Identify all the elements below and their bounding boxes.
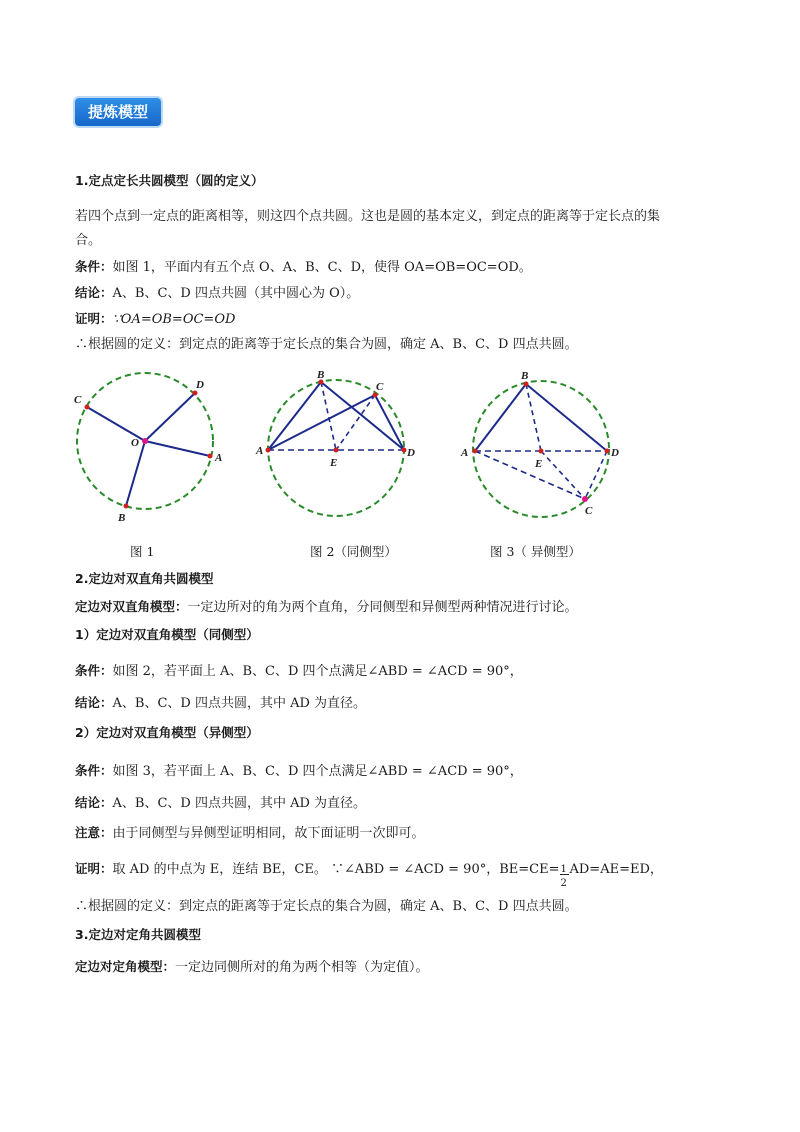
s2-sub2-conclusion: 结论：A、B、C、D 四点共圆，其中 AD 为直径。 [75,795,367,811]
fig2-label-e: E [330,457,338,469]
fig2-label-a: A [256,445,264,457]
figure-1-caption: 图 1 [130,544,155,559]
s2-therefore: ∴根据圆的定义：到定点的距离等于定长点的集合为圆，确定 A、B、C、D 四点共圆。 [75,899,578,914]
fig1-label-b: B [118,512,126,524]
s1-condition: 条件：如图 1，平面内有五个点 O、A、B、C、D，使得 OA=OB=OC=OD。 [75,259,532,275]
figure-3-caption: 图 3（ 异侧型） [490,544,581,559]
s1-conclusion: 结论：A、B、C、D 四点共圆（其中圆心为 O）。 [75,285,360,301]
s2-sub1-heading: 1）定边对双直角模型（同侧型） [75,627,259,642]
s2-sub1-conclusion: 结论：A、B、C、D 四点共圆，其中 AD 为直径。 [75,695,367,711]
figure-1 [60,370,230,530]
s2-proof: 证明：取 AD 的中点为 E，连结 BE，CE。 ∵∠ABD = ∠ACD = 90°，BE=CE= $\frac{1}{2}$ AD=AE=ED， [75,861,663,889]
figure-3 [455,368,635,528]
s1-therefore: ∴根据圆的定义：到定点的距离等于定长点的集合为圆，确定 A、B、C、D 四点共圆。 [75,337,578,352]
s2-sub1-condition: 条件：如图 2，若平面上 A、B、C、D 四个点满足∠ABD = ∠ACD = 90°， [75,663,523,679]
fig2-label-b: B [317,369,325,381]
s1-proof: 证明：∵OA=OB=OC=OD [75,311,236,327]
fig2-label-d: D [407,447,415,459]
s3-definition: 定边对定角模型：一定边同侧所对的角为两个相等（为定值）。 [75,959,429,975]
fig1-label-a: A [215,452,223,464]
section-badge: 提炼模型 [75,98,161,126]
s2-heading: 2.定边对双直角共圆模型 [75,571,214,586]
s1-intro-line2: 合。 [75,233,102,248]
s2-definition: 定边对双直角模型：一定边所对的角为两个直角，分同侧型和异侧型两种情况进行讨论。 [75,599,578,615]
s2-note: 注意：由于同侧型与异侧型证明相同，故下面证明一次即可。 [75,825,425,841]
s3-heading: 3.定边对定角共圆模型 [75,927,201,942]
fig3-label-e: E [535,458,543,470]
figure-2 [250,368,430,528]
fig1-label-c: C [74,394,82,406]
fig1-label-o: O [131,437,139,449]
s1-intro-line1: 若四个点到一定点的距离相等，则这四个点共圆。这也是圆的基本定义，到定点的距离等于定长点的集 [75,209,661,224]
fig1-label-d: D [196,379,204,391]
s1-heading: 1.定点定长共圆模型（圆的定义） [75,173,264,188]
fig3-label-c: C [585,505,593,517]
s2-sub2-condition: 条件：如图 3，若平面上 A、B、C、D 四个点满足∠ABD = ∠ACD = 90°， [75,763,523,779]
fig3-label-b: B [521,370,529,382]
fig3-label-d: D [611,447,619,459]
fig2-label-c: C [376,381,384,393]
fig3-label-a: A [461,447,469,459]
figure-2-caption: 图 2（同侧型） [310,544,397,559]
s2-sub2-heading: 2）定边对双直角模型（异侧型） [75,725,259,740]
